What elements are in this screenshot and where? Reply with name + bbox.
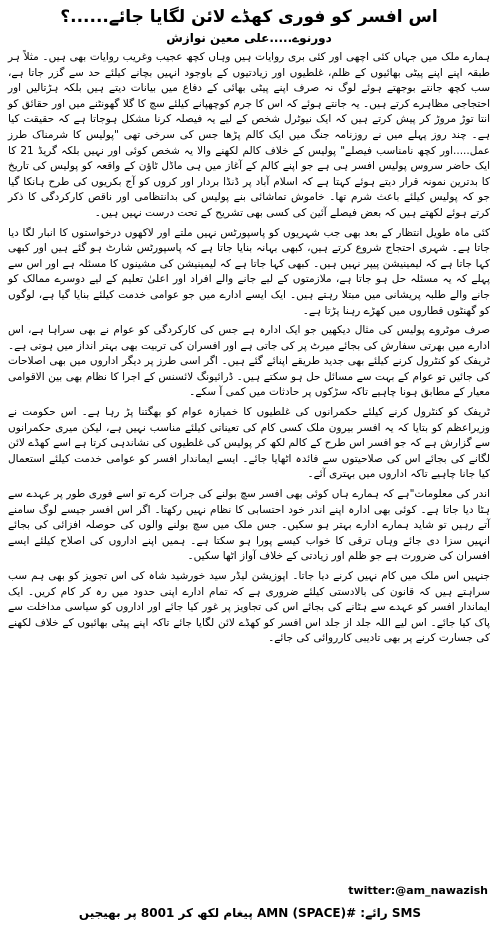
column-body [8,50,490,647]
paragraph: اندر کی معلومات"ہے کہ ہمارے ہاں کوئی بھی افسر سچ بولنے کی جرات کرے تو اسے فوری طور پر عہدے سے ہٹا دیا جاتا ہے۔ کوئی بھی ادارہ اپنے اندر خود احتسابی کا نظام نہیں رکھتا۔ اگر اس افسر جیسے لوگ سامنے آتے رہیں تو شاید ہمارے ادارے بہتر ہو سکیں۔ جس ملک میں سچ بولنے والوں کی حوصلہ افزائی کی بجائے انہیں سزا دی جائے وہاں ترقی کا خواب کیسے پورا ہو سکتا ہے۔ ہمیں اپنے اداروں کی اصلاح کیلئے ایسے افسران کی ضرورت ہے جو ظلم اور زیادتی کے خلاف آواز اٹھا سکیں۔ [8,488,490,563]
paragraph: ہمارے ملک میں جہاں کئی اچھی اور کئی بری روایات ہیں وہاں کچھ عجیب وغریب روایات بھی ہیں۔ مثلاً ہر طبقہ اپنے اپنے پیٹی بھائیوں کے ظلم، غلطیوں اور زیادتیوں کے باوجود انہیں بچانے کیلئے حد سے گزر جاتا ہے، سب کچھ جانتے بوجھتے ہوئے لوگ نہ صرف اپنے پیٹی بھائی کے دفاع میں بیانات دیتے ہیں بلکہ ہڑتالیں اور احتجاجی مظاہرے کرتے ہیں۔ یہ جانتے ہوئے کہ اس کا جرم کوچھپانے کیلئے سچ کا گلا گھونٹنے میں اور حقائق کو انتا توڑ مروڑ کر پیش کرتے ہیں کہ ایک نیوٹرل شخص کے لیے یہ فیصلہ کرنا مشکل ہوجاتا ہے کہ حقیقت کیا ہے۔ چند روز پہلے میں نے روزنامہ جنگ میں ایک کالم پڑھا جس کی سرخی تھی "پولیس کا شرمناک طرز عمل.....اور کچھ نامناسب فیصلے" پولیس کے خلاف کالم لکھنے والا یہ شخص کوئی اور نہیں بلکہ گریڈ 21 کا ایک حاضر سروس پولیس افسر ہی ہے جو اپنے کالم کے آغاز میں ہی ماڈل ٹاؤن کے واقعہ کو پولیس کی تاریخ کا بدترین نمونہ قرار دیتے ہوئے کہتا ہے کہ اسلام آباد پر ڈنڈا بردار اور کروں کو آج بکریوں کی طرح ہانکا گیا جو کہ پولیس کیلئے باعث شرم تھا۔ خاموش تماشائی بنے پولیس کی بدانتظامی اور ناقص کارکردگی کا ذکر کرتے ہوئے لکھتے ہیں کہ بعض فیصلے آئین کی کسی بھی تشریح کے تحت درست نہیں ہیں۔ [8,51,490,219]
paragraph: ٹریفک کو کنٹرول کرنے کیلئے حکمرانوں کی غلطیوں کا خمیازہ عوام کو بھگتنا پڑ رہا ہے۔ اس حکومت نے وزیراعظم کو بتایا کہ یہ افسر بیرون ملک کسی کام کی تعیناتی کیلئے مناسب نہیں ہے، لیکن میری حکمرانوں سے گزارش ہے کہ جو افسر اس طرح کے کالم لکھ کر پولیس کی غلطیوں کی نشاندہی کرتا ہے اسے کھڈے لائن لگانے کی بجائے اس کی صلاحیتوں سے فائدہ اٹھایا جائے۔ ایسے ایماندار افسر کو عوامی خدمت کیلئے استعمال کیا جانا چاہیے تاکہ اداروں میں بہتری آئے۔ [8,406,490,481]
paragraph: جنہیں اس ملک میں کام نہیں کرنے دیا جاتا۔ اپوزیشن لیڈر سید خورشید شاہ کی اس تجویز کو بھی ہم سب سراہتے ہیں کہ قانون کی بالادستی کیلئے ضروری ہے کہ تمام ادارے اپنی حدود میں رہ کر کام کریں۔ ایک ایماندار افسر کو عہدے سے ہٹانے کی بجائے اس کی تجاویز پر غور کیا جائے اور اداروں کو سیاسی مداخلت سے پاک کیا جائے۔ اس لیے اللہ جلد از جلد اس افسر کو کھڈے لائن لگایا جائے تاکہ اپنے پیٹی بھائیوں کے خلاف لکھنے کی جسارت کرنے پر بھی تادیبی کارروائی کی جائے۔ [8,570,490,645]
twitter-handle: twitter:@am_nawazish [348,884,488,897]
sms-instruction: SMS رائے: #AMN (SPACE) پیغام لکھ کر 8001 پر بھیجیں [78,906,422,920]
sms-feedback-box [60,904,440,944]
paragraph: کئی ماہ طویل انتظار کے بعد بھی جب شہریوں کو پاسپورٹس نہیں ملتے اور لاکھوں درخواستوں کا انبار لگا دیا جاتا ہے۔ شہری احتجاج شروع کرتے ہیں، کبھی بہانہ بنایا جاتا ہے کہ پاسپورٹس شارٹ ہو گئے ہیں اور کبھی کہا جاتا ہے کہ لیمینیشن پیپر نہیں ہیں۔ کبھی کہا جاتا ہے کہ لیمینیشن کی مشینوں کا مسئلہ ہے اور اس سے پہلے کہ یہ مسئلہ حل ہو جاتا ہے، ملازمتوں کے لیے جانے والے افراد اور اعلیٰ تعلیم کے لیے دوسرے ممالک کو جانے والے طلبہ پریشانی میں مبتلا رہتے ہیں۔ ایک ایسے ادارے میں جو عوامی خدمت کیلئے بنایا گیا ہے، لوگوں کو گھنٹوں قطاروں میں کھڑے رہنا پڑتا ہے۔ [8,226,490,317]
paragraph: صرف موٹروے پولیس کی مثال دیکھیں جو ایک ادارہ ہے جس کی کارکردگی کو عوام نے بھی سراہا ہے، اس ادارے میں بھرتی سفارش کی بجائے میرٹ پر کی جاتی ہے اور افسران کی تربیت بھی بہتر انداز میں ہوتی ہے۔ ٹریفک کو کنٹرول کرنے کیلئے بھی جدید طریقے اپنائے گئے ہیں۔ اگر اسی طرز پر دیگر اداروں میں بھی اصلاحات کی جائیں تو عوام کے بہت سے مسائل حل ہو سکتے ہیں۔ ڈرائیونگ لائسنس کے اجرا کا نظام بھی بین الاقوامی معیار کے مطابق ہونا چاہیے تاکہ سڑکوں پر حادثات میں کمی آ سکے۔ [8,324,490,399]
column-title: اس افسر کو فوری کھڈے لائن لگایا جائے......؟ [60,7,438,27]
column-byline: دورنوے.....علی معین نوازش [166,31,332,45]
